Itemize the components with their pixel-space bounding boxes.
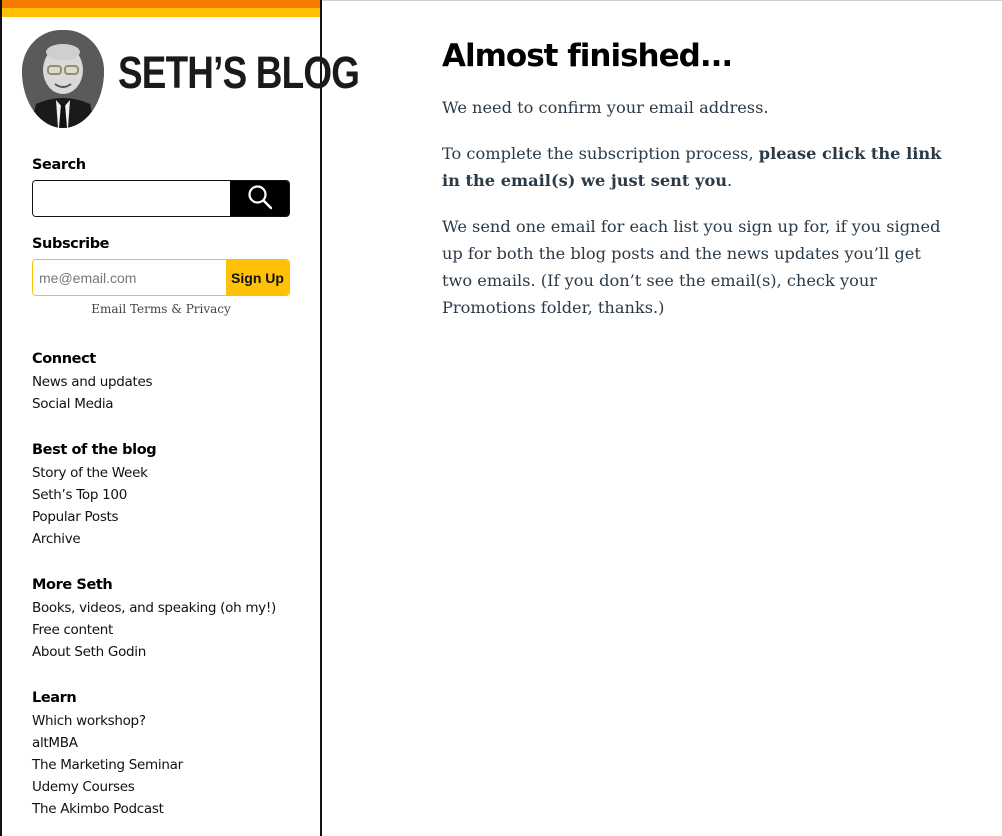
page-heading: Almost finished... xyxy=(442,38,733,74)
nav-link-social-media[interactable]: Social Media xyxy=(32,396,114,412)
search-form xyxy=(32,180,290,217)
nav-group-connect xyxy=(32,350,312,417)
search-label: Search xyxy=(32,157,86,173)
sidebar xyxy=(0,0,360,836)
nav-link-udemy-courses[interactable]: Udemy Courses xyxy=(32,779,135,795)
nav-group-more-seth xyxy=(32,576,312,665)
nav-link-the-akimbo-podcast[interactable]: The Akimbo Podcast xyxy=(32,801,164,817)
search-button[interactable] xyxy=(230,181,289,216)
subscribe-label: Subscribe xyxy=(32,236,110,252)
nav-link-books-videos-speaking[interactable]: Books, videos, and speaking (oh my!) xyxy=(32,600,276,616)
blog-title[interactable]: SETH’S BLOG xyxy=(118,47,360,98)
nav-link-which-workshop[interactable]: Which workshop? xyxy=(32,713,146,729)
nav-link-about-seth-godin[interactable]: About Seth Godin xyxy=(32,644,147,660)
nav-group-learn xyxy=(32,689,312,822)
instructions-emphasis: please click the link in the email(s) we just sent you xyxy=(442,144,942,190)
top-stripe-orange xyxy=(2,0,320,8)
nav-group-title: Best of the blog xyxy=(32,442,157,458)
top-border xyxy=(321,0,1002,1)
subscribe-form xyxy=(32,259,290,296)
nav-group-title: Connect xyxy=(32,351,96,367)
nav-link-popular-posts[interactable]: Popular Posts xyxy=(32,509,119,525)
nav-link-altmba[interactable]: altMBA xyxy=(32,735,78,751)
nav-link-seths-top-100[interactable]: Seth’s Top 100 xyxy=(32,487,127,503)
nav-link-news-and-updates[interactable]: News and updates xyxy=(32,374,153,390)
email-terms-link[interactable]: Email Terms & Privacy xyxy=(91,302,231,316)
nav-link-archive[interactable]: Archive xyxy=(32,531,81,547)
search-input[interactable] xyxy=(33,181,230,216)
confirm-paragraph: We need to confirm your email address. xyxy=(442,98,769,117)
instructions-paragraph xyxy=(442,140,947,194)
lists-paragraph: We send one email for each list you sign up for, if you signed up for both the blog posts and the news updates you’ll get two emails. (If you don’t see the email(s), check your Promotions folder, thanks.) xyxy=(442,217,941,317)
search-icon xyxy=(247,184,273,213)
avatar[interactable] xyxy=(22,30,104,128)
email-input[interactable] xyxy=(33,260,226,295)
nav-link-story-of-the-week[interactable]: Story of the Week xyxy=(32,465,148,481)
nav-group-title: Learn xyxy=(32,690,77,706)
nav-link-the-marketing-seminar[interactable]: The Marketing Seminar xyxy=(32,757,183,773)
top-stripe-yellow xyxy=(2,8,320,17)
instructions-lead: To complete the subscription process, xyxy=(442,144,759,163)
nav-link-free-content[interactable]: Free content xyxy=(32,622,114,638)
nav-group-best-of-the-blog xyxy=(32,441,312,552)
nav-group-title: More Seth xyxy=(32,577,113,593)
main-content xyxy=(442,36,962,340)
sign-up-button[interactable]: Sign Up xyxy=(226,260,289,295)
instructions-tail: . xyxy=(727,171,733,190)
